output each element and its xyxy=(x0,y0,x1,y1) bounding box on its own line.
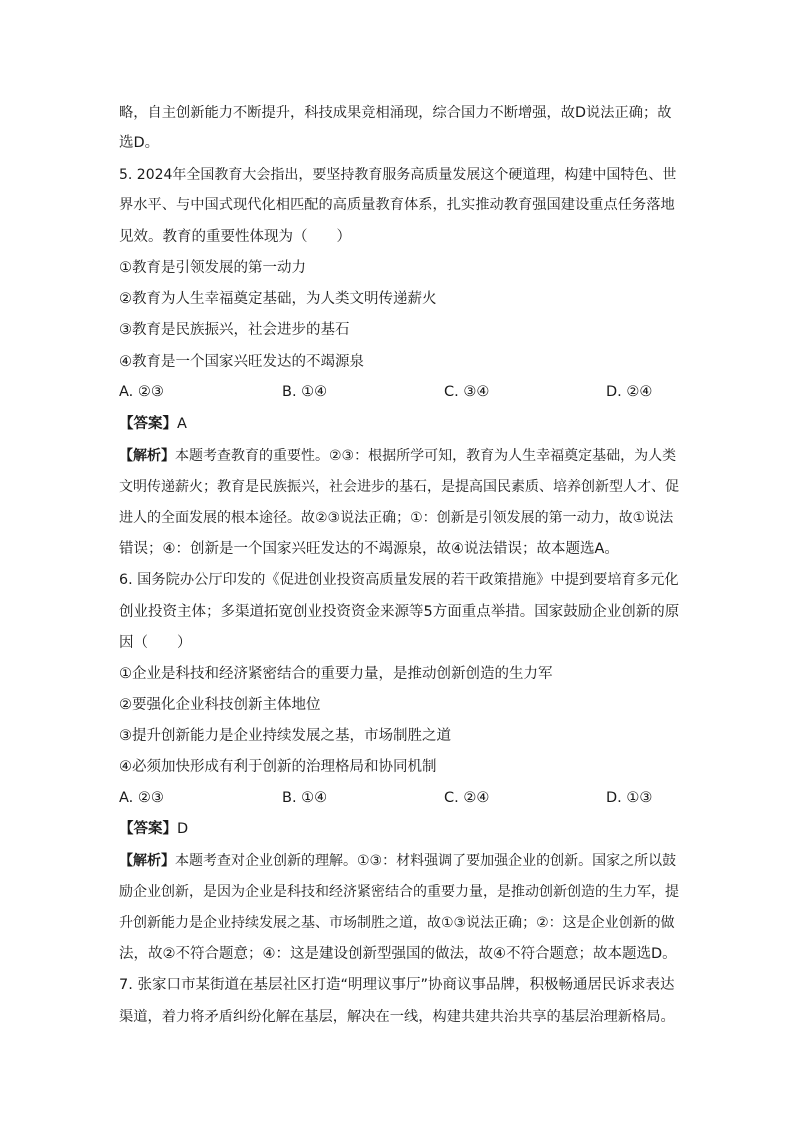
q5-item: ②教育为人生幸福奠定基础，为人类文明传递薪火 xyxy=(119,291,437,307)
q6-answer xyxy=(119,819,679,839)
answer-value: A xyxy=(177,416,187,432)
q5-item: ③教育是民族振兴，社会进步的基石 xyxy=(119,322,350,338)
q5-item: ④教育是一个国家兴旺发达的不竭源泉 xyxy=(119,354,364,370)
answer-value: D xyxy=(177,821,189,837)
q5-stem-line: 界水平、与中国式现代化相匹配的高质量教育体系，扎实推动教育强国建设重点任务落地 xyxy=(119,197,675,213)
q5-stem-line: 5. 2024年全国教育大会指出，要坚持教育服务高质量发展这个硬道理，构建中国特色、世 xyxy=(119,167,677,183)
q5-analysis-line xyxy=(119,446,679,466)
q5-option-b: B. ①④ xyxy=(282,384,328,400)
q6-item: ③提升创新能力是企业持续发展之基，市场制胜之道 xyxy=(119,728,451,744)
q7-stem-line: 渠道，着力将矛盾纠纷化解在基层，解决在一线，构建共建共治共享的基层治理新格局。 xyxy=(119,1009,675,1025)
q5-option-a: A. ②③ xyxy=(119,384,164,400)
q6-item: ①企业是科技和经济紧密结合的重要力量，是推动创新创造的生力军 xyxy=(119,666,553,682)
q6-analysis-line xyxy=(119,851,679,871)
q5-stem-line: 见效。教育的重要性体现为（ ） xyxy=(119,229,351,245)
q6-option-d: D. ①③ xyxy=(606,790,653,806)
q5-analysis-line: 错误；④：创新是一个国家兴旺发达的不竭源泉，故④说法错误；故本题选A。 xyxy=(119,541,619,557)
q5-option-c: C. ③④ xyxy=(444,384,490,400)
analysis-text: 本题考查对企业创新的理解。①③：材料强调了要加强企业的创新。国家之所以鼓 xyxy=(175,853,677,869)
q6-analysis-line: 励企业创新，是因为企业是科技和经济紧密结合的重要力量，是推动创新创造的生力军，提 xyxy=(119,884,679,900)
q5-item: ①教育是引领发展的第一动力 xyxy=(119,260,306,276)
analysis-text: 本题考查教育的重要性。②③：根据所学可知，教育为人生幸福奠定基础，为人类 xyxy=(175,448,677,464)
q6-option-b: B. ①④ xyxy=(282,790,328,806)
q6-stem-line: 因（ ） xyxy=(119,635,192,651)
q6-stem-line: 创业投资主体；多渠道拓宽创业投资资金来源等5方面重点举措。国家鼓励企业创新的原 xyxy=(119,604,680,620)
q6-item: ④必须加快形成有利于创新的治理格局和协同机制 xyxy=(119,759,437,775)
q6-analysis-line: 法，故②不符合题意；④：这是建设创新型强国的做法，故④不符合题意；故本题选D。 xyxy=(119,946,677,962)
q5-answer xyxy=(119,414,679,434)
answer-tag: 【答案】 xyxy=(119,821,177,837)
q6-analysis-line: 升创新能力是企业持续发展之基、市场制胜之道，故①③说法正确；②：这是企业创新的做 xyxy=(119,915,675,931)
q5-option-d: D. ②④ xyxy=(606,384,653,400)
analysis-tag: 【解析】 xyxy=(119,853,175,869)
q6-option-c: C. ②④ xyxy=(444,790,490,806)
prev-analysis-line: 选D。 xyxy=(119,135,160,151)
q5-analysis-line: 进人的全面发展的根本途径。故②③说法正确；①：创新是引领发展的第一动力，故①说法 xyxy=(119,510,674,526)
q6-option-a: A. ②③ xyxy=(119,790,164,806)
analysis-tag: 【解析】 xyxy=(119,448,175,464)
q7-stem-line: 7. 张家口市某街道在基层社区打造“明理议事厅”协商议事品牌，积极畅通居民诉求表达 xyxy=(119,977,675,993)
answer-tag: 【答案】 xyxy=(119,416,177,432)
q6-stem-line: 6. 国务院办公厅印发的《促进创业投资高质量发展的若干政策措施》中提到要培育多元化 xyxy=(119,572,679,588)
q5-analysis-line: 文明传递薪火；教育是民族振兴，社会进步的基石，是提高国民素质、培养创新型人才、促 xyxy=(119,479,679,495)
prev-analysis-line: 略，自主创新能力不断提升，科技成果竞相涌现，综合国力不断增强，故D说法正确；故 xyxy=(119,105,672,121)
q6-item: ②要强化企业科技创新主体地位 xyxy=(119,697,321,713)
